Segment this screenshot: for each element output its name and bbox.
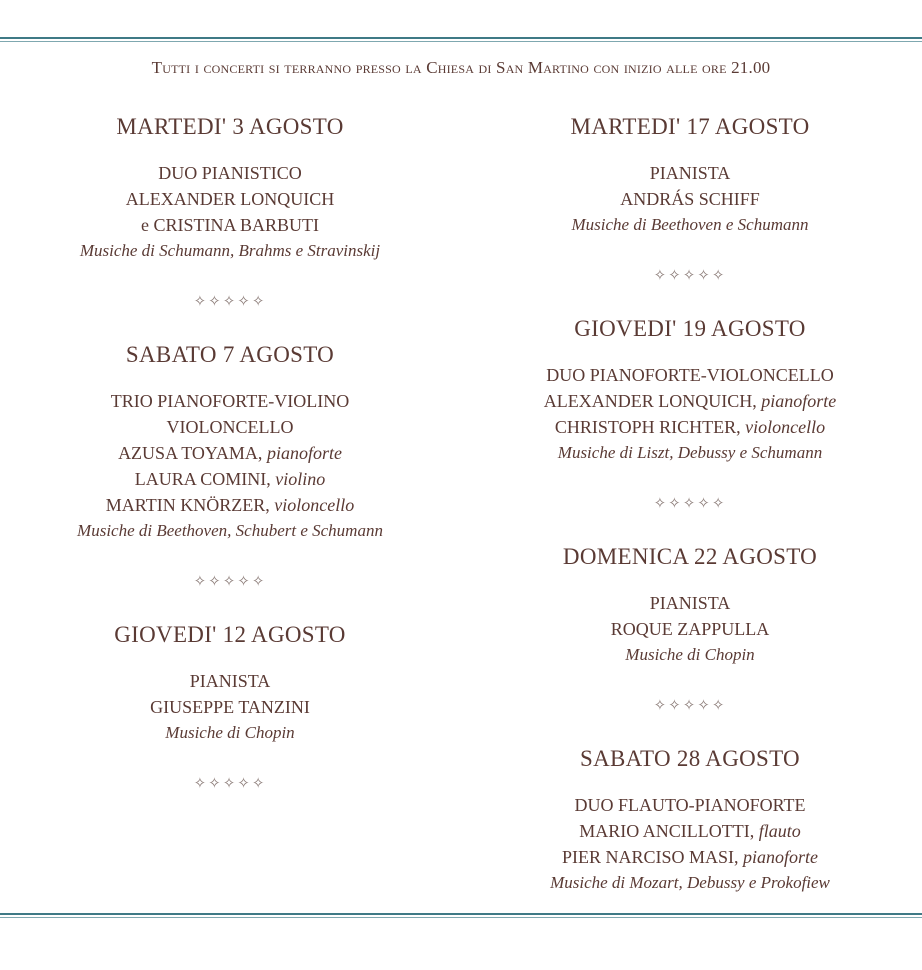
performer-name: TRIO PIANOFORTE-VIOLINO bbox=[110, 391, 350, 411]
performer-name: VIOLONCELLO bbox=[166, 417, 294, 437]
performer-name: e CRISTINA BARBUTI bbox=[140, 215, 319, 235]
bottom-rule bbox=[0, 913, 922, 918]
concert-date: GIOVEDI' 12 AGOSTO bbox=[114, 622, 346, 647]
program-music: Musiche di Chopin bbox=[625, 645, 755, 664]
performer-line bbox=[20, 212, 440, 238]
ornament-separator: ✧✧✧✧✧ bbox=[653, 268, 727, 284]
performer-name: AZUSA TOYAMA, bbox=[118, 443, 267, 463]
performer-instrument: violino bbox=[275, 469, 326, 489]
concert-date: SABATO 28 AGOSTO bbox=[580, 746, 800, 771]
performer-instrument: violoncello bbox=[745, 417, 826, 437]
performer-line bbox=[480, 160, 900, 186]
program-music: Musiche di Beethoven e Schumann bbox=[571, 215, 809, 234]
performer-name: PIANISTA bbox=[189, 671, 271, 691]
performer-name: MARTIN KNÖRZER, bbox=[105, 495, 275, 515]
concert-block bbox=[20, 340, 440, 544]
program-music: Musiche di Mozart, Debussy e Prokofiew bbox=[550, 873, 830, 892]
performer-name: PIANISTA bbox=[649, 593, 731, 613]
performer-name: PIER NARCISO MASI, bbox=[561, 847, 744, 867]
performer-line bbox=[480, 414, 900, 440]
performer-name: DUO FLAUTO-PIANOFORTE bbox=[574, 795, 806, 815]
performer-line bbox=[20, 440, 440, 466]
concert-date: SABATO 7 AGOSTO bbox=[125, 342, 335, 367]
concert-block bbox=[20, 112, 440, 264]
ornament-separator: ✧✧✧✧✧ bbox=[653, 496, 727, 512]
performer-line bbox=[20, 694, 440, 720]
program-music: Musiche di Chopin bbox=[165, 723, 295, 742]
right-column bbox=[480, 112, 900, 896]
ornament-separator: ✧✧✧✧✧ bbox=[193, 294, 267, 310]
top-rule bbox=[0, 37, 922, 42]
program-music: Musiche di Beethoven, Schubert e Schumann bbox=[77, 521, 383, 540]
concert-block bbox=[480, 112, 900, 238]
performer-line bbox=[480, 844, 900, 870]
performer-name: LAURA COMINI, bbox=[134, 469, 276, 489]
performer-line bbox=[20, 414, 440, 440]
performer-instrument: flauto bbox=[758, 821, 801, 841]
performer-line bbox=[480, 388, 900, 414]
concert-block bbox=[480, 542, 900, 668]
performer-instrument: pianoforte bbox=[743, 847, 819, 867]
performer-name: ROQUE ZAPPULLA bbox=[610, 619, 770, 639]
concert-date: MARTEDI' 17 AGOSTO bbox=[570, 114, 810, 139]
performer-name: CHRISTOPH RICHTER, bbox=[554, 417, 746, 437]
venue-header: Tutti i concerti si terranno presso la Chiesa di San Martino con inizio alle ore 21.00 bbox=[151, 58, 771, 77]
performer-name: ALEXANDER LONQUICH, bbox=[543, 391, 762, 411]
performer-name: PIANISTA bbox=[649, 163, 731, 183]
performer-line bbox=[20, 388, 440, 414]
performer-line bbox=[480, 792, 900, 818]
concert-block bbox=[480, 314, 900, 466]
performer-name: DUO PIANISTICO bbox=[158, 163, 302, 183]
performer-line bbox=[480, 186, 900, 212]
concert-date: DOMENICA 22 AGOSTO bbox=[562, 544, 818, 569]
performer-line bbox=[480, 616, 900, 642]
ornament-separator: ✧✧✧✧✧ bbox=[653, 698, 727, 714]
performer-name: ALEXANDER LONQUICH bbox=[125, 189, 335, 209]
performer-name: MARIO ANCILLOTTI, bbox=[579, 821, 759, 841]
performer-line bbox=[480, 362, 900, 388]
concert-block bbox=[20, 620, 440, 746]
concert-date: GIOVEDI' 19 AGOSTO bbox=[574, 316, 806, 341]
performer-line bbox=[480, 590, 900, 616]
performer-instrument: pianoforte bbox=[761, 391, 837, 411]
performer-line bbox=[20, 160, 440, 186]
program-music: Musiche di Schumann, Brahms e Stravinskij bbox=[79, 241, 381, 260]
performer-line bbox=[20, 492, 440, 518]
left-column bbox=[20, 112, 440, 822]
performer-name: ANDRÁS SCHIFF bbox=[620, 189, 760, 209]
performer-line bbox=[20, 186, 440, 212]
ornament-separator: ✧✧✧✧✧ bbox=[193, 776, 267, 792]
concert-date: MARTEDI' 3 AGOSTO bbox=[116, 114, 344, 139]
concert-block bbox=[480, 744, 900, 896]
performer-name: GIUSEPPE TANZINI bbox=[150, 697, 310, 717]
performer-line bbox=[20, 668, 440, 694]
ornament-separator: ✧✧✧✧✧ bbox=[193, 574, 267, 590]
performer-name: DUO PIANOFORTE-VIOLONCELLO bbox=[546, 365, 834, 385]
performer-instrument: pianoforte bbox=[266, 443, 342, 463]
performer-line bbox=[480, 818, 900, 844]
program-music: Musiche di Liszt, Debussy e Schumann bbox=[557, 443, 823, 462]
performer-line bbox=[20, 466, 440, 492]
performer-instrument: violoncello bbox=[274, 495, 355, 515]
